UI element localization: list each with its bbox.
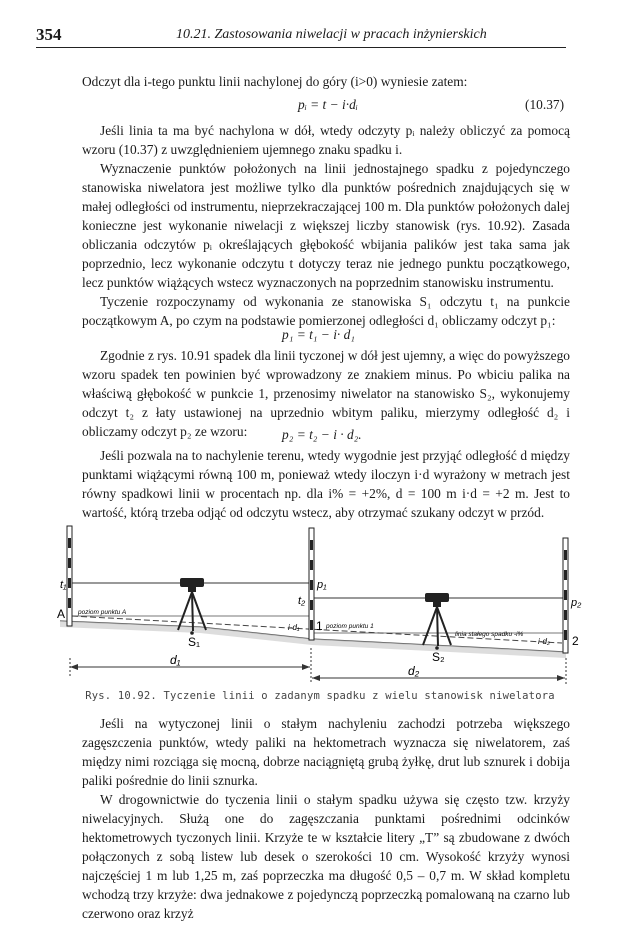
equation-number: (10.37): [525, 97, 565, 112]
label-t1: t₁: [60, 579, 67, 591]
figure-10-92: [0, 518, 640, 688]
label-t2: t₂: [298, 595, 306, 607]
label-point-2: 2: [572, 634, 579, 648]
figure-caption: Rys. 10.92. Tyczenie linii o zadanym spadku z wielu stanowisk niwelatora: [85, 690, 555, 702]
label-s1: S₁: [188, 635, 201, 649]
paragraph-intro: Odczyt dla i-tego punktu linii nachylonej do góry (i>0) wyniesie zatem:: [82, 74, 468, 89]
label-grade-line: linia stałego spadku -i%: [455, 631, 524, 638]
label-p2: p₂: [571, 597, 582, 609]
running-title: 10.21. Zastosowania niwelacji w pracach inżynierskich: [176, 27, 487, 42]
equation-10-37: pᵢ = t − i·dᵢ: [298, 97, 358, 112]
label-level-a: poziom punktu A: [78, 609, 127, 616]
label-s2: S₂: [432, 650, 445, 664]
label-id1: i·d₁: [288, 623, 300, 632]
equation-p2: p₂ = t₂ − i · d₂.: [282, 427, 362, 442]
paragraph-densification: Jeśli na wytyczonej linii o stałym nachyleniu zachodzi potrzeba większego zagęszczenia punktów, wtedy paliki na hektometrach wyznacza się niwelatorem, zaś między nimi rozciąga się mocną, dobrze naciągniętą grubą żyłkę, drut lub sznurek i dobija paliki pośrednie do linii sznurka.: [82, 716, 570, 788]
label-d2: d₂: [408, 664, 420, 678]
paragraph-downslope: Jeśli linia ta ma być nachylona w dół, wtedy odczyty pᵢ należy obliczyć za pomocą wzoru (10.37) z uwzględnieniem ujemnego znaku spadku i.: [82, 123, 570, 157]
paragraph-crosses: W drogownictwie do tyczenia linii o stałym spadku używa się często tzw. krzyży niwelacyjnych. Służą one do zagęszczania punktami pośrednimi odcinków hektometrowych tyczonych linii. Krzyże te w kształcie litery „T” są zbudowane z dwóch połączonych z sobą listew lub desek o szerokości 10 cm. Wysokość krzyży wynosi najczęściej 1 m lub 1,25 m, zaś poprzeczka ma długość 0,5 – 0,7 m. W skład kompletu wchodzą trzy krzyże: dwa jednakowe z pojedynczą poprzeczką pomalowaną na czarno lub czerwono oraz krzyż: [82, 792, 570, 921]
equation-p1: p₁ = t₁ − i· d₁: [282, 327, 355, 342]
paragraph-sign: Zgodnie z rys. 10.91 spadek dla linii tyczonej w dół jest ujemny, a więc do powyższego wzoru spadek ten powinien być wprowadzony ze znakiem minus. Po wbiciu palika na właściwą głębokość w punkcie 1, przenosimy niwelator na stanowisko S₂, wykonujemy odczyt t₂ z łaty ustawionej na uprzednio wbitym paliku, mierzymy odległość d₂ i obliczamy odczyt p₂ ze wzoru:: [82, 348, 570, 439]
label-id2: i·d₂: [538, 637, 550, 646]
paragraph-start: Tyczenie rozpoczynamy od wykonania ze stanowiska S₁ odczytu t₁ na punkcie początkowym A, po czym na podstawie pomierzonej odległości d₁ obliczamy odczyt p₁:: [82, 294, 570, 328]
paragraph-multiple-stations: Wyznaczenie punktów położonych na linii jednostajnego spadku z pojedynczego stanowiska niwelatora jest możliwe tylko dla punktów pośrednich znajdujących się w małej odległości od instrumentu, nieprzekraczającej 100 m. Dla punktów położonych dalej konieczne jest wykonanie niwelacji z większej liczby stanowisk (rys. 10.92). Zasada obliczania odczytów pᵢ określających głębokość wbijania palików jest taka sama jak poprzednio, lecz wykonanie odczytu t dotyczy teraz nie jednego punktu początkowego, lecz punktów wiążących wstecz wyznaczonych na poprzednim stanowisku instrumentu.: [82, 161, 570, 290]
page-number: 354: [36, 25, 62, 44]
label-point-1: 1: [316, 619, 323, 633]
label-p1: p₁: [317, 579, 327, 591]
label-d1: d₁: [170, 653, 181, 667]
label-level-1: poziom punktu 1: [326, 623, 374, 630]
level-instrument-s2: [423, 593, 451, 646]
page-header: [36, 25, 566, 48]
label-point-a: A: [57, 607, 66, 621]
paragraph-hectometer: Jeśli pozwala na to nachylenie terenu, wtedy wygodnie jest przyjąć odległość d między punktami wiążącymi równą 100 m, ponieważ wtedy iloczyn i·d wyrażony w metrach jest równy spadkowi linii w procentach np. dla i% = +2%, d = 100 m i·d = +2 m. Jest to wartość, którą trzeba odjąć od odczytu wstecz, aby otrzymać szukany odczyt w przód.: [82, 448, 570, 520]
